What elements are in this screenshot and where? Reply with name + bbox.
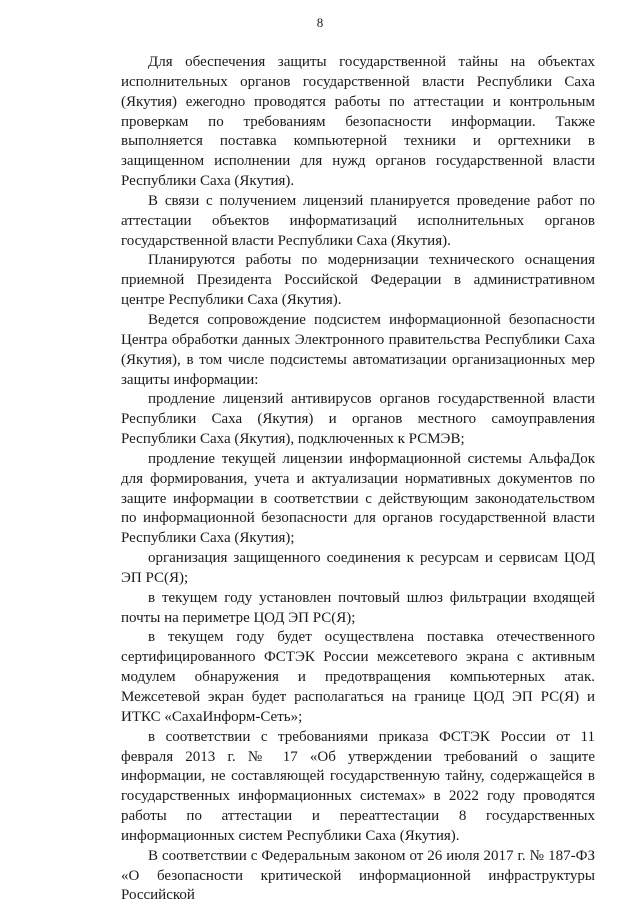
list-item-mail-gateway: в текущем году установлен почтовый шлюз фильтрации входящей почты на периметре ЦОД ЭП РС(Я); (121, 589, 595, 626)
paragraph-reception-modernization: Планируются работы по модернизации технического оснащения приемной Президента Российской Федерации в административном центре Республики Саха (Якутия). (121, 252, 595, 309)
list-item-fstek-attestation: в соответствии с требованиями приказа ФСТЭК России от 11 февраля 2013 г. № 17 «Об утверждении требований о защите информации, не составляющей государственную тайну, содержащейся в государственных информационных системах» в 2022 году проводятся работы по аттестации и переаттестации 8 государственных информационных систем Республики Саха (Якутия). (121, 728, 595, 844)
paragraph-state-secret-protection: Для обеспечения защиты государственной тайны на объектах исполнительных органов государственной власти Республики Саха (Якутия) ежегодно проводятся работы по аттестации и контрольным проверкам по требованиям безопасности информации. Также выполняется поставка компьютерной техники и оргтехники в защищенном исполнении для нужд органов государственной власти Республики Саха (Якутия). (121, 54, 595, 190)
document-body (121, 53, 595, 906)
paragraph-federal-law-187: В соответствии с Федеральным законом от 26 июля 2017 г. № 187-ФЗ «О безопасности критической информационной инфраструктуры Российской (121, 847, 595, 904)
page-number: 8 (316, 15, 324, 30)
paragraph-data-center-support: Ведется сопровождение подсистем информационной безопасности Центра обработки данных Электронного правительства Республики Саха (Якутия), в том числе подсистемы автоматизации организационных мер защиты информации: (121, 311, 595, 388)
paragraph-licenses-attestation: В связи с получением лицензий планируется проведение работ по аттестации объектов информатизаций исполнительных органов государственной власти Республики Саха (Якутия). (121, 192, 595, 249)
list-item-secure-connection: организация защищенного соединения к ресурсам и сервисам ЦОД ЭП РС(Я); (121, 550, 595, 586)
list-item-alfadok-license: продление текущей лицензии информационной системы АльфаДок для формирования, учета и актуализации нормативных документов по защите информации в соответствии с действующим законодательством по информационной безопасности для органов государственной власти Республики Саха (Якутия); (121, 450, 595, 547)
list-item-firewall-delivery: в текущем году будет осуществлена поставка отечественного сертифицированного ФСТЭК России межсетевого экрана с активным модулем обнаружения и предотвращения компьютерных атак. Межсетевой экран будет располагаться на границе ЦОД ЭП РС(Я) и ИТКС «СахаИнформ-Сеть»; (121, 629, 595, 725)
list-item-antivirus-licenses: продление лицензий антивирусов органов государственной власти Республики Саха (Якутия) и органов местного самоуправления Республики Саха (Якутия), подключенных к РСМЭВ; (121, 391, 595, 448)
